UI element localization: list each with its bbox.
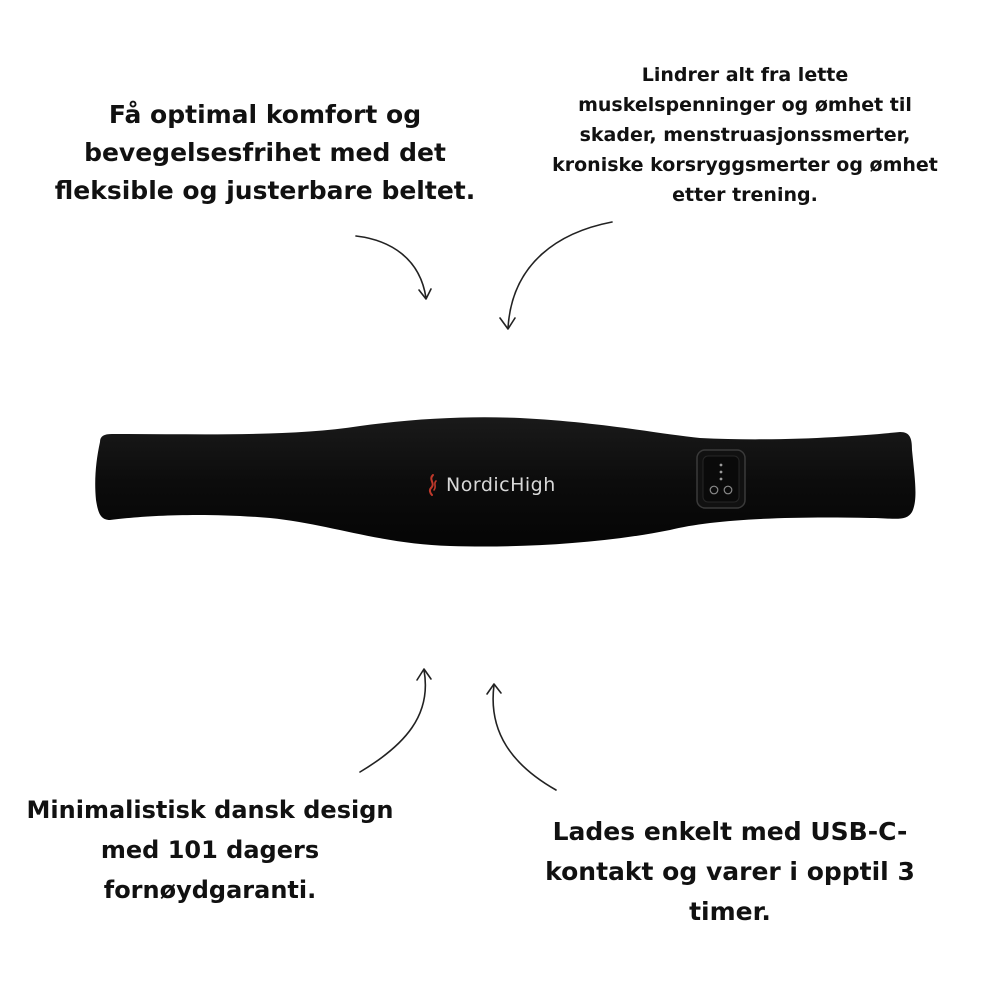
callout-line: Minimalistisk dansk design <box>26 796 394 824</box>
callout-line: Få optimal komfort og <box>108 100 422 129</box>
callout-line: fleksible og justerbare beltet. <box>54 176 476 205</box>
callout-line: skader, menstruasjonssmerter, <box>579 124 911 146</box>
callout-line: kroniske korsryggsmerter og ømhet <box>552 154 938 176</box>
callout-line: Lades enkelt med USB-C- <box>552 817 908 846</box>
flame-logo-icon <box>424 473 440 497</box>
callout-line: med 101 dagers <box>100 836 320 864</box>
callout-line: timer. <box>689 897 771 926</box>
callout-line: muskelspenninger og ømhet til <box>578 94 912 116</box>
brand-name: NordicHigh <box>446 474 556 496</box>
callout-line: kontakt og varer i opptil 3 <box>545 857 915 886</box>
callout-line: fornøydgaranti. <box>103 876 317 904</box>
callout-line: Lindrer alt fra lette <box>641 64 849 86</box>
callout-line: etter trening. <box>672 184 818 206</box>
callout-line: bevegelsesfrihet med det <box>84 138 446 167</box>
